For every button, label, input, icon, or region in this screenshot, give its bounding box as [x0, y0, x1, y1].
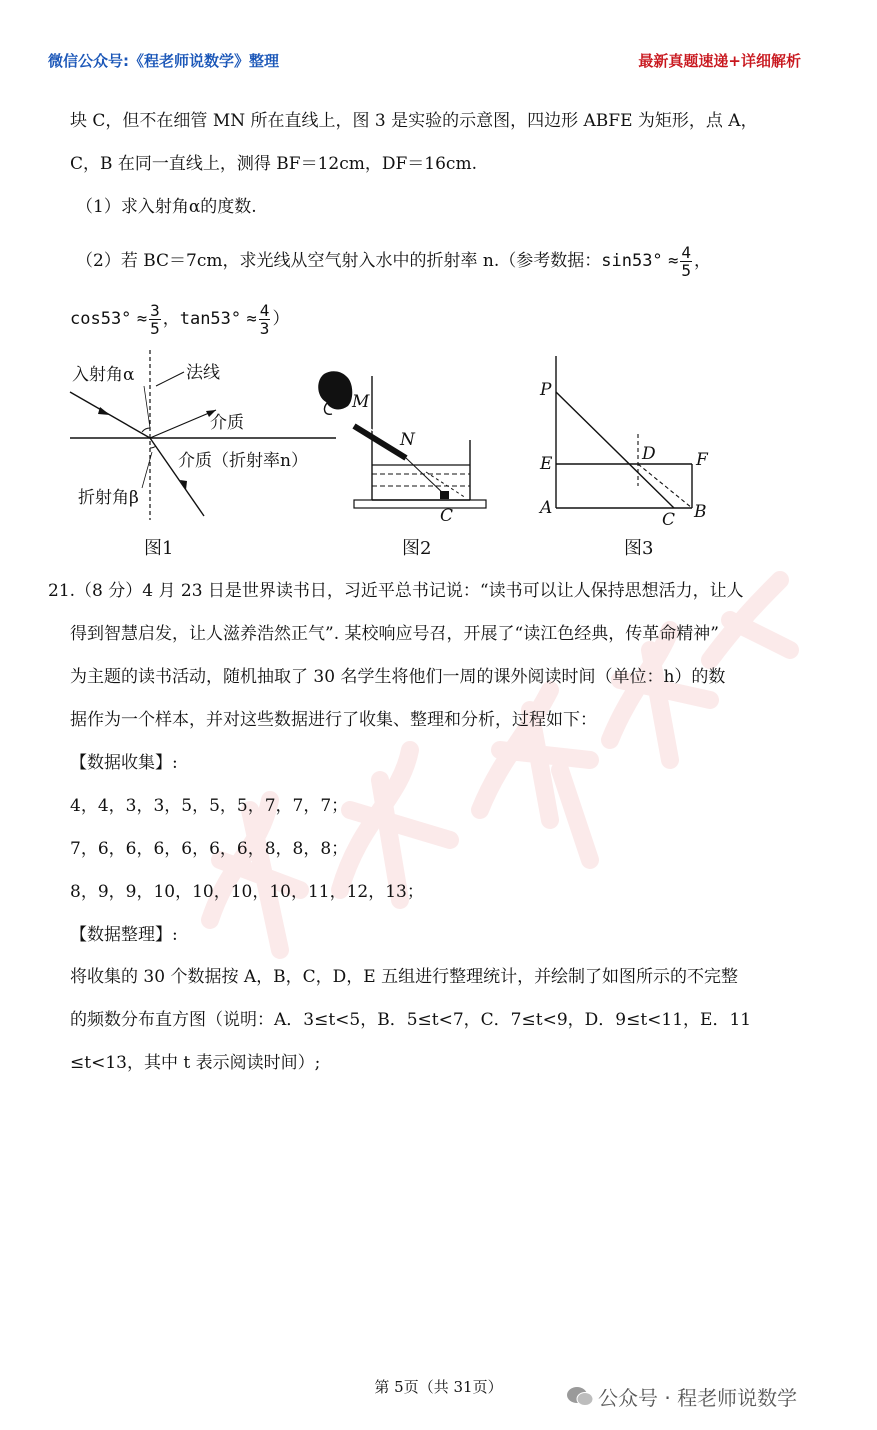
q20-line-1: 块 C，但不在细管 MN 所在直线上，图 3 是实验的示意图，四边形 ABFE 为矩形，点 A，	[70, 111, 758, 131]
tan-fraction	[259, 302, 271, 337]
page-number: 第 5页（共 31页）	[374, 1378, 503, 1396]
fig2-caption: 图2	[402, 538, 432, 559]
tan-denominator: 3	[259, 319, 270, 338]
alpha-pointer	[144, 386, 150, 428]
organize-line-1: 将收集的 30 个数据按 A，B，C，D，E 五组进行整理统计，并绘制了如图所示的不完整	[70, 967, 739, 987]
fig2-label-c: C	[440, 506, 454, 526]
approx-sign: ≈	[136, 309, 148, 329]
q21-line-2: 得到智慧启发，让人滋养浩然正气”. 某校响应号召，开展了“读江色经典，传革命精神”	[70, 624, 719, 644]
fig3-label-d: D	[642, 444, 656, 464]
fig1-caption: 图1	[144, 538, 174, 559]
angle-alpha-arc	[142, 428, 150, 432]
data-row-3: 8，9，9，10，10，10，10，11，12，13；	[70, 882, 424, 902]
wechat-icon	[566, 1385, 594, 1407]
q20-part-2-text: （2）若 BC＝7cm，求光线从空气射入水中的折射率 n.（参考数据：	[76, 251, 602, 271]
fig1-medium-1-label: 介质	[210, 413, 244, 433]
line-pc	[556, 392, 674, 508]
q21-line-1: 21.（8 分）4 月 23 日是世界读书日，习近平总书记说：“读书可以让人保持思想活力，让人	[48, 581, 744, 601]
q21-line-3: 为主题的读书活动，随机抽取了 30 名学生将他们一周的课外阅读时间（单位：h）的数	[70, 667, 726, 687]
sin-fraction	[680, 244, 692, 279]
line-db-dashed	[638, 464, 692, 508]
q20-part-1: （1）求入射角α的度数.	[76, 197, 257, 217]
sin-label: sin53°	[601, 251, 663, 271]
sin-numerator: 4	[681, 243, 691, 262]
fig3-label-a: A	[540, 498, 553, 518]
header-tagline: 最新真题速递+详细解析	[638, 52, 801, 70]
close-paren: ）	[272, 309, 290, 329]
data-organize-title: 【数据整理】:	[70, 925, 178, 945]
q21-line-4: 据作为一个样本，并对这些数据进行了收集、整理和分析，过程如下：	[70, 710, 597, 730]
figure-3-schematic	[540, 350, 720, 525]
q20-part-2	[76, 244, 711, 279]
fig3-label-e: E	[540, 454, 553, 474]
fig3-label-c: C	[662, 510, 676, 530]
data-row-2: 7，6，6，6，6，6，6，8，8，8；	[70, 839, 349, 859]
organize-line-2: 的频数分布直方图（说明：A．3≤t<5，B．5≤t<7，C．7≤t<9，D．9≤t<11，E．11	[70, 1010, 752, 1030]
comma: ，	[693, 251, 711, 271]
q20-line-2: C，B 在同一直线上，测得 BF＝12cm，DF＝16cm.	[70, 154, 477, 174]
container-base	[354, 500, 486, 508]
wechat-account-label: 公众号 · 程老师说数学	[598, 1386, 798, 1410]
sin-denominator: 5	[681, 261, 691, 280]
incident-arrow-icon	[98, 407, 110, 415]
tan-label: tan53°	[179, 309, 242, 329]
fig2-label-n: N	[400, 430, 415, 450]
tube-extension	[406, 458, 446, 496]
cos-numerator: 3	[150, 301, 160, 320]
cos-denominator: 5	[150, 319, 160, 338]
fig1-incident-label: 入射角α	[72, 365, 135, 385]
thin-tube-mn	[354, 426, 406, 458]
data-row-1: 4，4，3，3，5，5，5，7，7，7；	[70, 796, 349, 816]
fig1-normal-label: 法线	[186, 363, 220, 383]
header-source: 微信公众号:《程老师说数学》整理	[48, 52, 280, 70]
comma: ，	[162, 309, 180, 329]
organize-line-3: ≤t<13，其中 t 表示阅读时间）;	[70, 1053, 321, 1073]
angle-beta-arc	[150, 446, 156, 448]
fig3-label-p: P	[540, 380, 552, 400]
fig3-label-b: B	[694, 502, 707, 522]
cos-fraction	[149, 302, 161, 337]
fig3-caption: 图3	[624, 538, 654, 559]
fig1-refraction-label: 折射角β	[78, 488, 139, 508]
fig1-medium-2-label: 介质（折射率n）	[178, 451, 308, 471]
refracted-arrow-icon	[180, 480, 187, 490]
data-collection-title: 【数据收集】:	[70, 753, 178, 773]
fig2-label-m: M	[352, 392, 370, 412]
q20-part-2-cont	[70, 302, 289, 337]
approx-sign: ≈	[246, 309, 257, 329]
approx-sign: ≈	[668, 251, 679, 271]
block-c	[440, 491, 449, 499]
cos-label: cos53°	[70, 309, 132, 329]
normal-pointer	[156, 372, 184, 386]
reflected-ray	[150, 410, 216, 438]
fig3-label-f: F	[696, 450, 708, 470]
tan-numerator: 4	[259, 301, 270, 320]
observer-head-icon	[318, 371, 352, 409]
